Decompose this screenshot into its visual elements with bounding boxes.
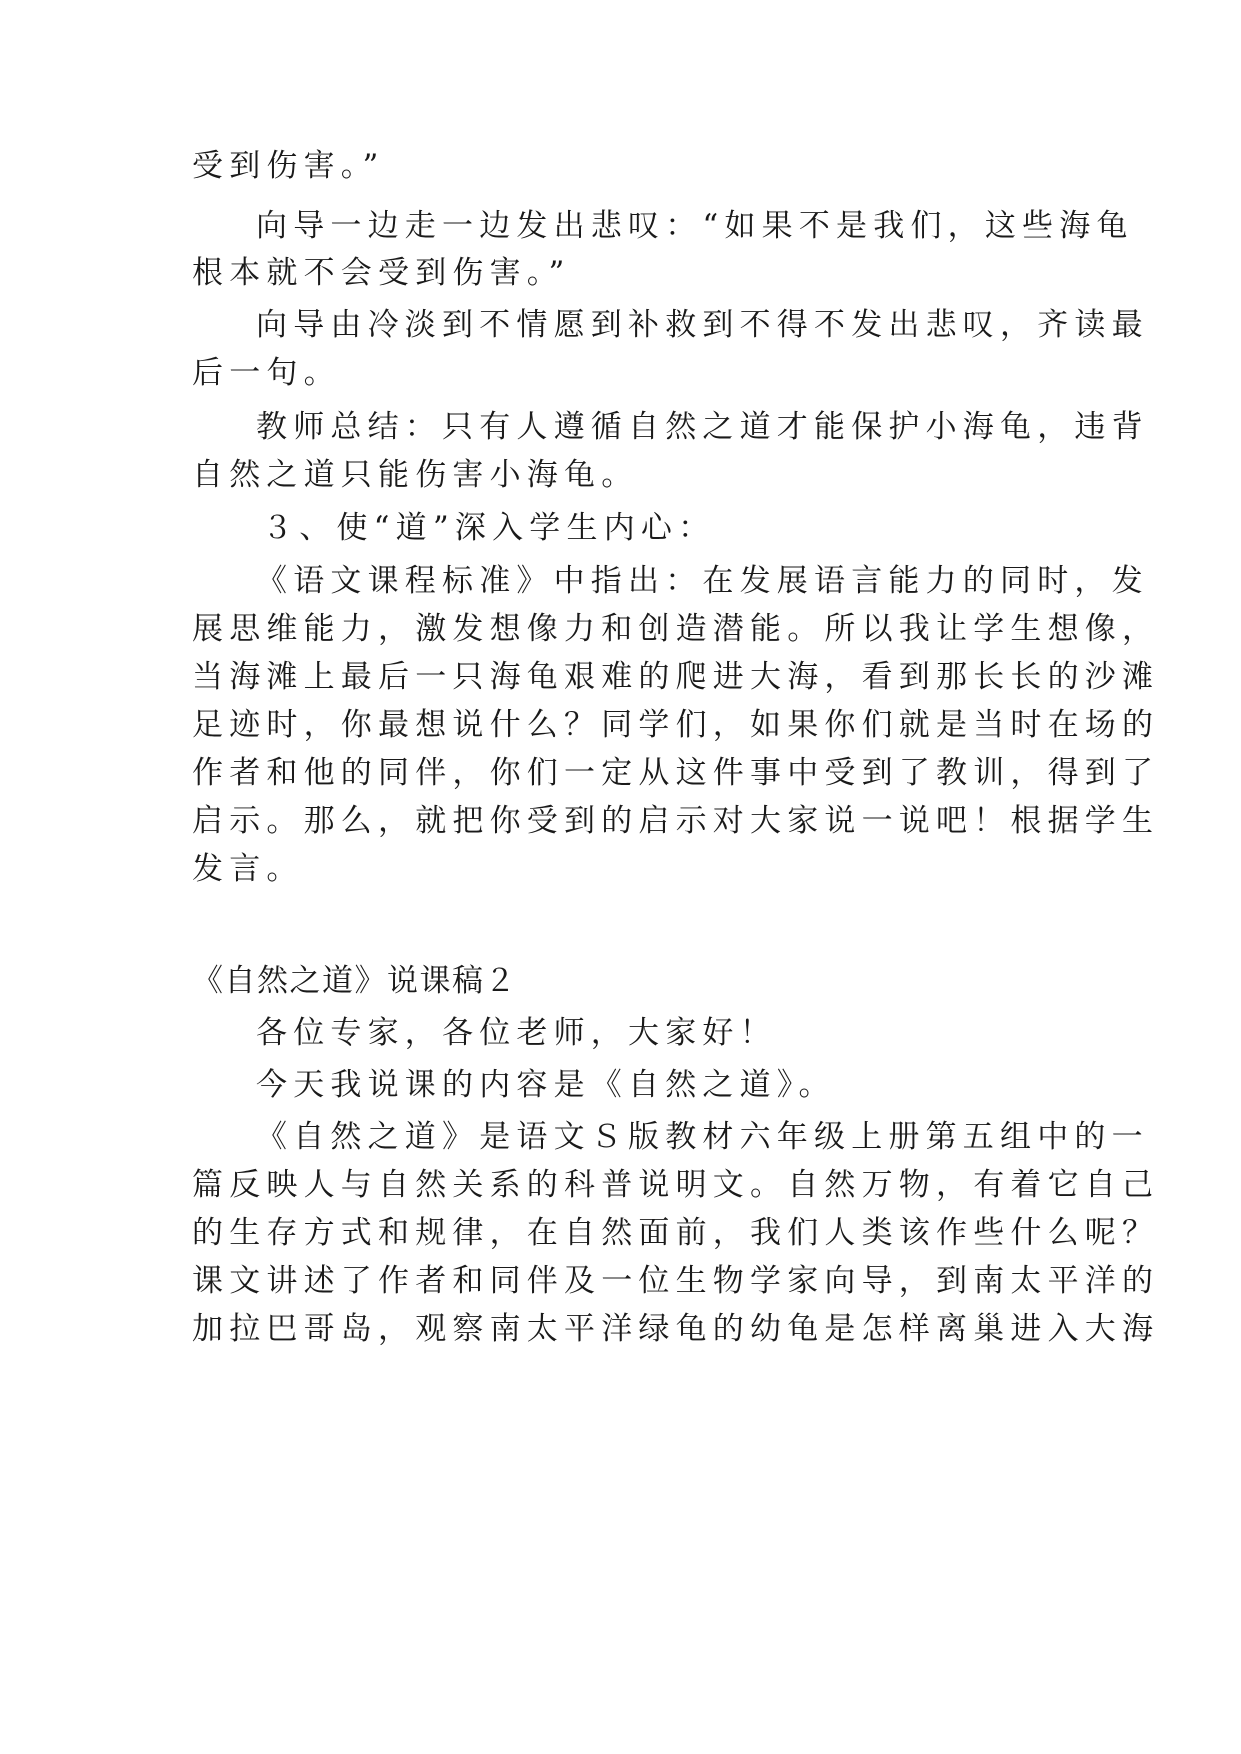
paragraph-line: 的生存方式和规律，在自然面前，我们人类该作些什么呢？ [192,1215,1160,1251]
paragraph-line: 各位专家，各位老师，大家好！ [256,1015,777,1051]
paragraph-line: 向导由冷淡到不情愿到补救到不得不发出悲叹，齐读最 [256,307,1149,343]
paragraph-line: 教师总结：只有人遵循自然之道才能保护小海龟，违背 [256,409,1149,445]
paragraph-line: 发言。 [192,851,304,887]
paragraph-line: 足迹时，你最想说什么？同学们，如果你们就是当时在场的 [192,707,1160,743]
section-heading: ３、使“道”深入学生内心： [262,510,716,546]
paragraph-line: 后一句。 [192,355,341,391]
paragraph-line: 自然之道只能伤害小海龟。 [192,457,639,493]
paragraph-line: 向导一边走一边发出悲叹：“如果不是我们，这些海龟 [256,208,1134,244]
paragraph-line: 展思维能力，激发想像力和创造潜能。所以我让学生想像， [192,611,1160,647]
paragraph-line: 篇反映人与自然关系的科普说明文。自然万物，有着它自己 [192,1167,1160,1203]
paragraph-line: 作者和他的同伴，你们一定从这件事中受到了教训，得到了 [192,755,1160,791]
paragraph-line: 受到伤害。” [192,148,385,184]
paragraph-line: 根本就不会受到伤害。” [192,255,571,291]
paragraph-line: 《自然之道》是语文Ｓ版教材六年级上册第五组中的一 [256,1119,1149,1155]
document-title: 《自然之道》说课稿２ [192,963,517,999]
paragraph-line: 启示。那么，就把你受到的启示对大家说一说吧！根据学生 [192,803,1160,839]
paragraph-line: 加拉巴哥岛，观察南太平洋绿龟的幼龟是怎样离巢进入大海 [192,1311,1160,1347]
paragraph-line: 当海滩上最后一只海龟艰难的爬进大海，看到那长长的沙滩 [192,659,1160,695]
paragraph-line: 今天我说课的内容是《自然之道》。 [256,1067,836,1103]
paragraph-line: 课文讲述了作者和同伴及一位生物学家向导，到南太平洋的 [192,1263,1160,1299]
paragraph-line: 《语文课程标准》中指出：在发展语言能力的同时，发 [256,563,1149,599]
